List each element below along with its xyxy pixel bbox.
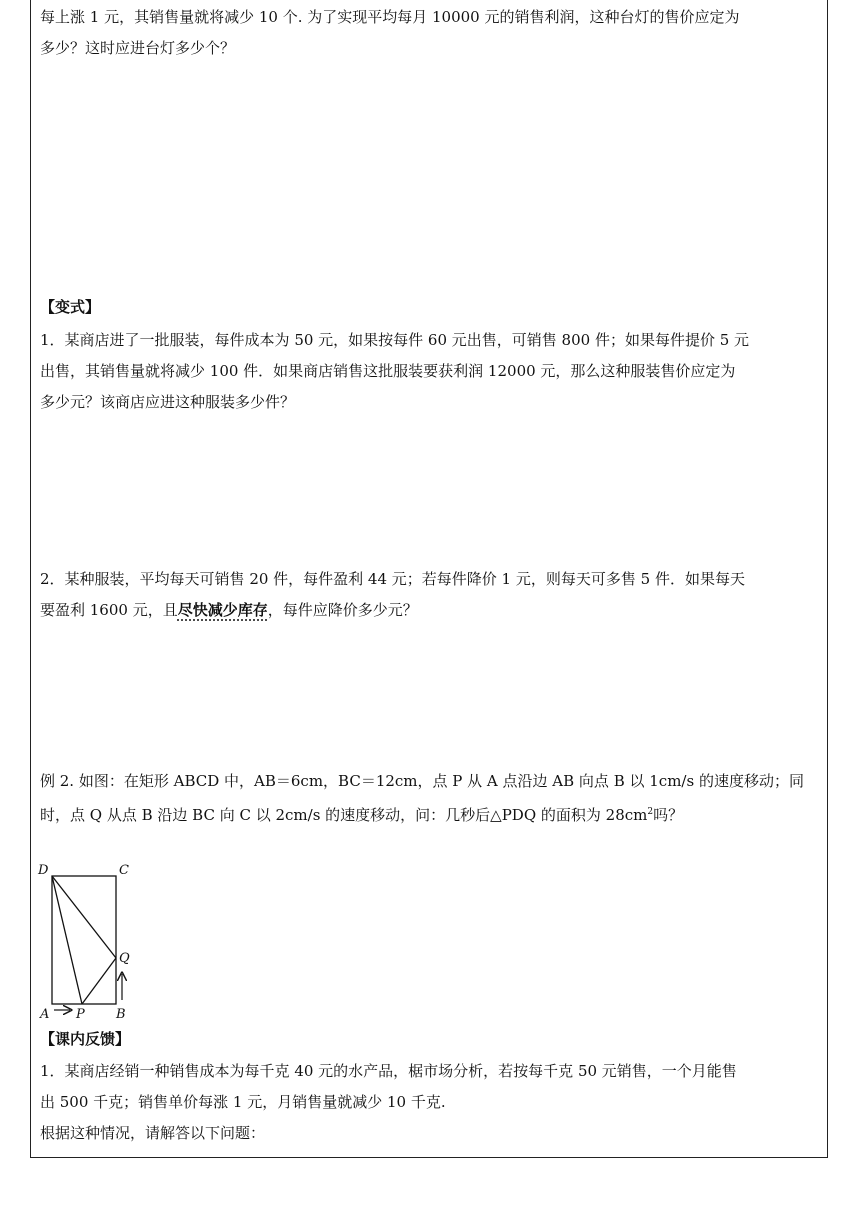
intro-problem xyxy=(40,2,824,64)
feedback-q1-line-2: 出 500 千克；销售单价每涨 1 元，月销售量就减少 10 千克. xyxy=(40,1093,446,1111)
variant-q1-line-1: 1．某商店进了一批服装，每件成本为 50 元，如果按每件 60 元出售，可销售 800 件；如果每件提价 5 元 xyxy=(40,331,750,349)
label-c: C xyxy=(119,863,129,878)
label-a: A xyxy=(40,1007,50,1022)
label-b: B xyxy=(116,1007,126,1022)
example-2-line-1: 例 2. 如图：在矩形 ABCD 中，AB＝6cm，BC＝12cm，点 P 从 A 点沿边 AB 向点 B 以 1cm/s 的速度移动；同 xyxy=(40,772,804,790)
example-2-line-2-post: 吗？ xyxy=(653,806,684,824)
feedback-heading: 【课内反馈】 xyxy=(40,1030,131,1048)
intro-line-1: 每上涨 1 元，其销售量就将减少 10 个. 为了实现平均每月 10000 元的销售利润，这种台灯的售价应定为 xyxy=(40,8,740,26)
variant-q2-line-2-post: ，每件应降价多少元？ xyxy=(267,601,418,619)
rectangle-figure xyxy=(36,862,146,1022)
superscript: 2 xyxy=(647,807,654,817)
label-d: D xyxy=(38,863,49,878)
variant-q2-line-2-pre: 要盈利 1600 元，且 xyxy=(40,601,178,619)
segment-pq xyxy=(82,958,116,1004)
variant-q1-line-3: 多少元？该商店应进这种服装多少件？ xyxy=(40,393,296,411)
variant-heading: 【变式】 xyxy=(40,298,101,316)
example-2-line-2 xyxy=(40,797,824,831)
feedback-question-1 xyxy=(40,1056,824,1149)
variant-question-2 xyxy=(40,564,824,626)
variant-q1-line-2: 出售，其销售量就将减少 100 件．如果商店销售这批服装要获利润 12000 元，那么这种服装售价应定为 xyxy=(40,362,736,380)
variant-q2-line-2 xyxy=(40,595,824,626)
label-p: P xyxy=(76,1007,85,1022)
example-2 xyxy=(40,766,824,831)
intro-line-2: 多少？这时应进台灯多少个？ xyxy=(40,39,236,57)
label-q: Q xyxy=(119,951,130,966)
feedback-q1-line-1: 1．某商店经销一种销售成本为每千克 40 元的水产品，椐市场分析，若按每千克 50 元销售，一个月能售 xyxy=(40,1062,737,1080)
variant-question-1 xyxy=(40,325,824,418)
variant-q2-line-1: 2．某种服装，平均每天可销售 20 件，每件盈利 44 元；若每件降价 1 元，则每天可多售 5 件．如果每天 xyxy=(40,570,745,588)
rectangle-abcd xyxy=(52,876,116,1004)
emphasis-text: 尽快减少库存 xyxy=(177,601,268,619)
feedback-q1-line-3: 根据这种情况，请解答以下问题： xyxy=(40,1124,266,1142)
example-2-line-2-pre: 时，点 Q 从点 B 沿边 BC 向 C 以 2cm/s 的速度移动，问：几秒后△PDQ 的面积为 28cm xyxy=(40,806,648,824)
